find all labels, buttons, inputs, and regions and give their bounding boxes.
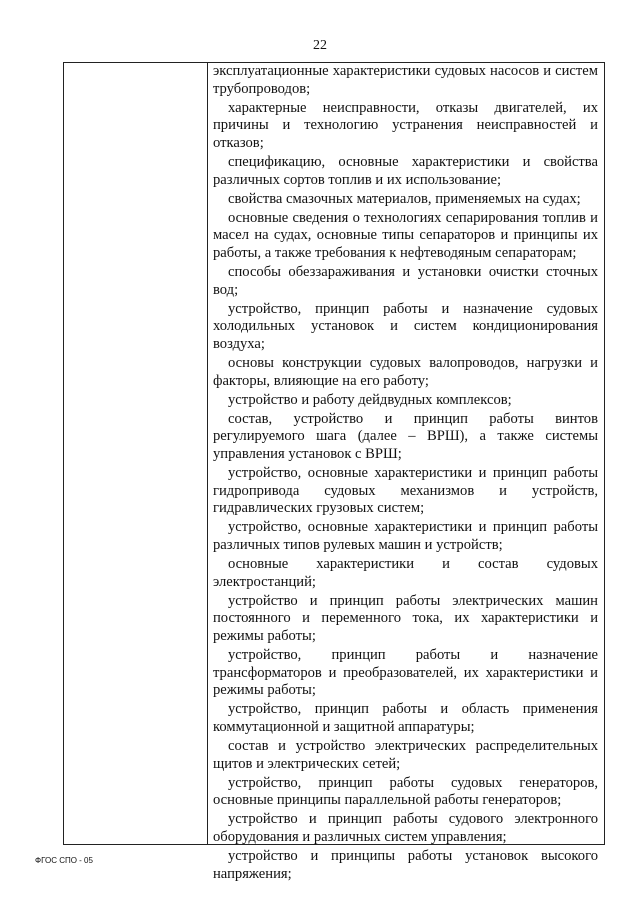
list-item: характерные неисправности, отказы двигателей, их причины и технологию устранения неисправностей и отказов;: [213, 99, 598, 151]
list-item: устройство, принцип работы судовых генераторов, основные принципы параллельной работы генераторов;: [213, 774, 598, 809]
list-item: устройство и принципы работы установок высокого напряжения;: [213, 848, 598, 882]
footer-standard-code: ФГОС СПО - 05: [35, 856, 93, 865]
list-item: устройство и принцип работы судового электронного оборудования и различных систем управления;: [213, 811, 598, 845]
list-item: основные характеристики и состав судовых электростанций;: [213, 556, 598, 590]
list-item: устройство, принцип работы и назначение судовых холодильных установок и систем кондиционирования воздуха;: [213, 300, 598, 352]
list-item: устройство, основные характеристики и принцип работы гидропривода судовых механизмов и устройств, гидравлических грузовых систем;: [213, 465, 598, 517]
list-item: состав и устройство электрических распределительных щитов и электрических сетей;: [213, 737, 598, 772]
list-item: спецификацию, основные характеристики и свойства различных сортов топлив и их использование;: [213, 153, 598, 188]
table-left-cell: [64, 63, 207, 844]
list-item: основы конструкции судовых валопроводов, нагрузки и факторы, влияющие на его работу;: [213, 355, 598, 389]
list-item: способы обеззараживания и установки очистки сточных вод;: [213, 264, 598, 298]
table-right-cell: [208, 63, 604, 882]
list-item: устройство, основные характеристики и принцип работы различных типов рулевых машин и устройств;: [213, 519, 598, 553]
list-item: устройство и принцип работы электрических машин постоянного и переменного тока, их характеристики и режимы работы;: [213, 592, 598, 644]
page-number: 22: [313, 38, 327, 53]
list-item: устройство, принцип работы и назначение трансформаторов и преобразователей, их характеристики и режимы работы;: [213, 647, 598, 699]
list-item: состав, устройство и принцип работы винтов регулируемого шага (далее – ВРШ), а также системы управления установок с ВРШ;: [213, 410, 598, 462]
list-item: устройство, принцип работы и область применения коммутационной и защитной аппаратуры;: [213, 701, 598, 735]
list-item: устройство и работу дейдвудных комплексов;: [228, 391, 512, 408]
list-item: основные сведения о технологиях сепарирования топлив и масел на судах, основные типы сепараторов и принципы их работы, а также требования к нефтеводяным сепараторам;: [213, 209, 598, 261]
list-item: свойства смазочных материалов, применяемых на судах;: [228, 190, 581, 207]
list-item: эксплуатационные характеристики судовых насосов и систем трубопроводов;: [213, 63, 598, 97]
